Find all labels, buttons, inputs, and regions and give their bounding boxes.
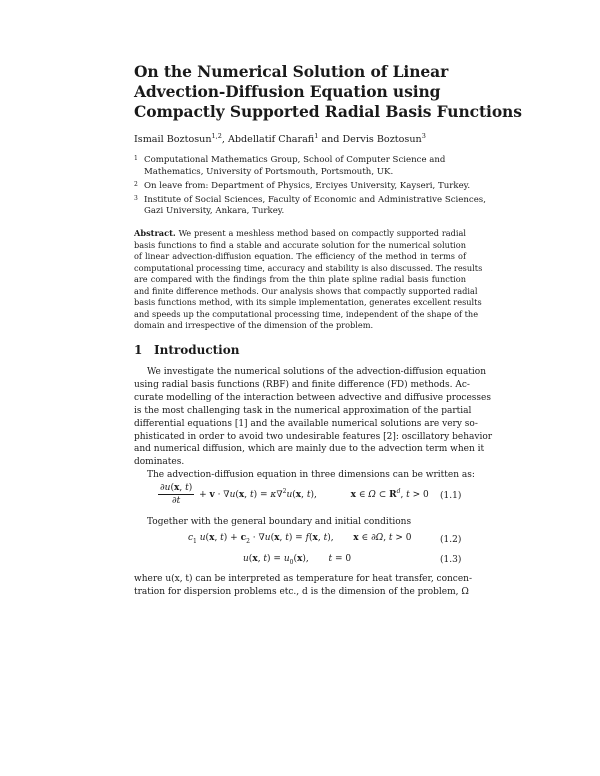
affiliation-mark: 2 bbox=[134, 180, 138, 188]
affiliation-line: Computational Mathematics Group, School of Computer Science and bbox=[144, 155, 446, 165]
body-line: is the most challenging task in the numerical approximation of the partial bbox=[134, 405, 472, 416]
body-line: Together with the general boundary and initial conditions bbox=[147, 517, 412, 527]
body-line: The advection-diffusion equation in three dimensions can be written as: bbox=[147, 470, 475, 481]
equation-1-2: $c_1$ u(x, $t) + c_2 \cdot \nabla u(x$, t) = f(x, t), x ∈ ∂Ω, t > 0 bbox=[188, 533, 412, 545]
abstract-line: and finite difference methods. Our analysis shows that compactly supported radial bbox=[134, 285, 478, 296]
abstract-line: are compared with the findings from the thin plate spline radial basis function bbox=[134, 274, 466, 285]
affiliation-item bbox=[134, 181, 479, 193]
affiliation-line: Gazi University, Ankara, Turkey. bbox=[144, 206, 285, 217]
abstract-text: We present a meshless method based on compactly supported radial bbox=[178, 228, 466, 238]
author-name: Ismail Boztosun bbox=[134, 134, 212, 145]
section-heading bbox=[134, 343, 239, 357]
affiliation-line: Mathematics, University of Portsmouth, Portsmouth, UK. bbox=[144, 166, 394, 177]
affiliation-mark: 3 bbox=[134, 194, 138, 202]
abstract-line: computational processing time, accuracy and stability is also discussed. The results bbox=[134, 262, 483, 273]
author-separator: and bbox=[318, 134, 343, 145]
title-line: Advection-Diffusion Equation using bbox=[134, 82, 441, 101]
paper-title bbox=[134, 62, 522, 122]
body-line: where u(x, t) can be interpreted as temperature for heat transfer, concen- bbox=[134, 574, 473, 584]
equation-number: (1.3) bbox=[440, 555, 462, 565]
abstract-line: domain and irrespective of the dimension of the problem. bbox=[134, 320, 374, 331]
body-line: differential equations [1] and the available numerical solutions are very so- bbox=[134, 418, 478, 429]
author-affil-mark: 1 bbox=[314, 132, 319, 140]
affiliation-line: On leave from: Department of Physics, Erciyes University, Kayseri, Turkey. bbox=[144, 180, 471, 191]
equation-number: (1.1) bbox=[440, 491, 462, 501]
affiliation-line: Institute of Social Sciences, Faculty of Economic and Administrative Sciences, bbox=[144, 194, 486, 205]
abstract-line: and speeds up the computational processing time, independent of the shape of the bbox=[134, 308, 479, 319]
author-affil-mark: 3 bbox=[421, 132, 426, 140]
affiliation-item bbox=[134, 194, 486, 218]
abstract bbox=[134, 228, 483, 332]
author-name: Dervis Boztosun bbox=[342, 134, 422, 145]
body-line: curate modelling of the interaction between advective and diffusive processes bbox=[134, 392, 491, 403]
equation-1-3: u(x, $t) = u_0(x)$, t = 0 bbox=[243, 554, 352, 566]
affiliation-mark: 1 bbox=[134, 155, 138, 162]
boundary-paragraph bbox=[134, 516, 411, 529]
author-name: Abdellatif Charafi bbox=[227, 134, 315, 145]
body-line: and numerical diffusion, which are mainly due to the advection term when it bbox=[134, 444, 485, 455]
section-number: 1 bbox=[134, 343, 143, 357]
body-line: phisticated in order to avoid two undesirable features [2]: oscillatory behavior bbox=[134, 431, 493, 442]
title-line: On the Numerical Solution of Linear bbox=[134, 62, 449, 81]
abstract-line: basis functions to find a stable and accurate solution for the numerical solution bbox=[134, 239, 466, 250]
partial-fraction: $\frac{\partial u(x, t)}{\partial t}$ bbox=[160, 483, 193, 506]
equation-1-1: $\frac{\partial u(x, t)}{\partial t}$ + v · ∇u(x, t) = κ∇$^2$u(x, t), x ∈ Ω ⊂ $R^d$, t > 0 bbox=[160, 483, 429, 506]
body-line: tration for dispersion problems etc., d is the dimension of the problem, Ω bbox=[134, 586, 469, 597]
equation-number: (1.2) bbox=[440, 535, 462, 545]
author-list bbox=[134, 134, 426, 145]
author-affil-mark: 1,2 bbox=[211, 132, 222, 140]
closing-paragraph bbox=[134, 573, 473, 599]
affiliations bbox=[134, 155, 486, 220]
body-line: We investigate the numerical solutions of the advection-diffusion equation bbox=[147, 367, 487, 377]
abstract-line bbox=[134, 228, 466, 240]
author-separator: , bbox=[221, 134, 228, 145]
abstract-line: basis functions method, with its simple implementation, generates excellent results bbox=[134, 297, 482, 308]
affiliation-item bbox=[134, 155, 479, 178]
intro-paragraph bbox=[134, 366, 493, 482]
section-title: Introduction bbox=[154, 343, 240, 357]
abstract-label: Abstract. bbox=[134, 228, 176, 238]
abstract-line: of linear advection-diffusion equation. The efficiency of the method in terms of bbox=[134, 251, 466, 262]
title-line: Compactly Supported Radial Basis Functions bbox=[134, 102, 522, 121]
body-line: dominates. bbox=[134, 457, 185, 468]
body-line: using radial basis functions (RBF) and finite difference (FD) methods. Ac- bbox=[134, 379, 470, 390]
